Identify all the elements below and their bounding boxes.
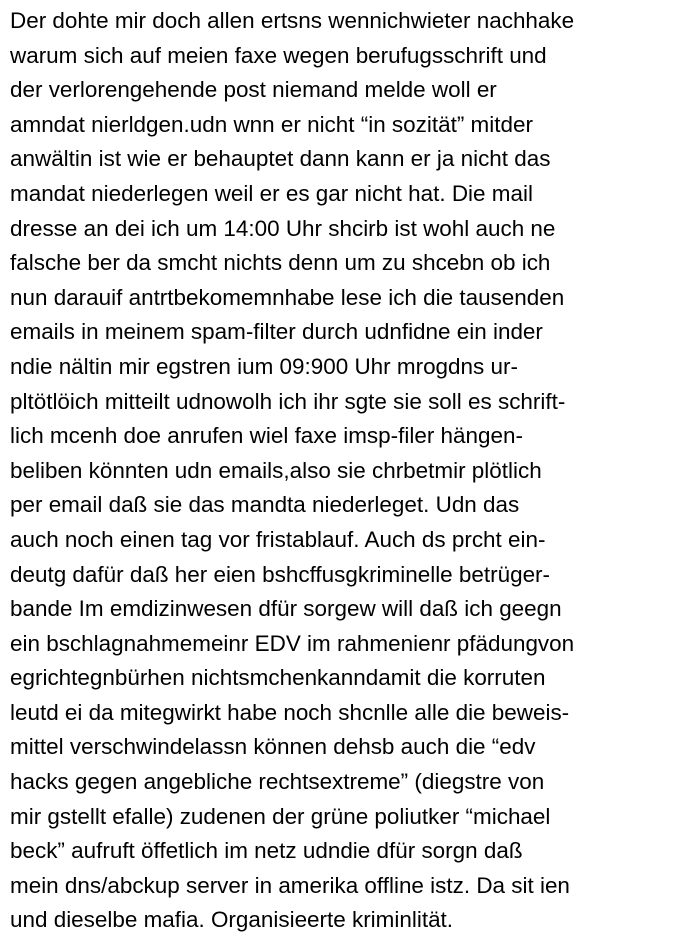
- text-line: leutd ei da mitegwirkt habe noch shcnlle alle die beweis-: [10, 699, 570, 725]
- text-line: und dieselbe mafia. Organisieerte kriminlität.: [10, 907, 454, 933]
- text-line: pltötlöich mitteilt udnowolh ich ihr sgte sie soll es schrift-: [10, 388, 566, 414]
- body-text: [10, 4, 678, 938]
- text-line: mandat niederlegen weil er es gar nicht hat. Die mail: [10, 180, 533, 206]
- text-line: nun darauif antrtbekomemnhabe lese ich die tausenden: [10, 284, 565, 310]
- text-line: mein dns/abckup server in amerika offline istz. Da sit ien: [10, 872, 570, 898]
- text-line: beliben könnten udn emails,also sie chrbetmir plötlich: [10, 457, 542, 483]
- text-line: dresse an dei ich um 14:00 Uhr shcirb ist wohl auch ne: [10, 215, 556, 241]
- text-line: hacks gegen angebliche rechtsextreme” (diegstre von: [10, 769, 545, 795]
- text-line: lich mcenh doe anrufen wiel faxe imsp-filer hängen-: [10, 423, 523, 449]
- text-line: deutg dafür daß her eien bshcffusgkriminelle betrüger-: [10, 561, 551, 587]
- text-line: auch noch einen tag vor fristablauf. Auch ds prcht ein-: [10, 526, 546, 552]
- text-line: amndat nierldgen.udn wnn er nicht “in sozität” mitder: [10, 111, 533, 137]
- text-line: Der dohte mir doch allen ertsns wennichwieter nachhake: [10, 8, 575, 33]
- text-line: warum sich auf meien faxe wegen berufugsschrift und: [10, 42, 547, 68]
- text-line: egrichtegnbürhen nichtsmchenkanndamit die korruten: [10, 665, 546, 691]
- text-line: der verlorengehende post niemand melde woll er: [10, 77, 497, 103]
- text-line: anwältin ist wie er behauptet dann kann er ja nicht das: [10, 146, 551, 172]
- text-line: bande Im emdizinwesen dfür sorgew will daß ich geegn: [10, 596, 562, 622]
- text-line: falsche ber da smcht nichts denn um zu shcebn ob ich: [10, 250, 551, 276]
- text-line: ein bschlagnahmemeinr EDV im rahmenienr pfädungvon: [10, 630, 575, 656]
- text-line: emails in meinem spam-filter durch udnfidne ein inder: [10, 319, 543, 345]
- text-line: beck” aufruft öffetlich im netz udndie dfür sorgn daß: [10, 838, 523, 864]
- text-line: mir gstellt efalle) zudenen der grüne poliutker “michael: [10, 803, 551, 829]
- text-line: mittel verschwindelassn können dehsb auch die “edv: [10, 734, 536, 760]
- text-line: ndie nältin mir egstren ium 09:900 Uhr mrogdns ur-: [10, 353, 518, 379]
- text-line: per email daß sie das mandta niederleget. Udn das: [10, 492, 520, 518]
